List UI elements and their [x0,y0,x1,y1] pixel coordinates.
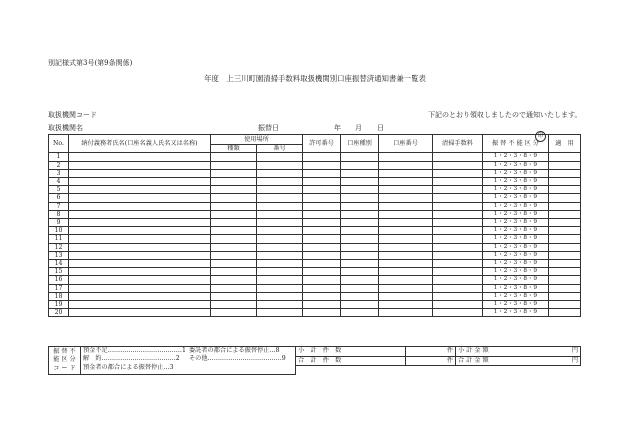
row-reason-codes[interactable]: 1・2・3・8・9 [483,251,549,259]
code-1: 預金不足………………………………1 [83,347,186,354]
row-account-number[interactable] [379,301,433,309]
row-no: 3 [49,169,69,177]
row-location-number[interactable] [257,210,303,218]
row-remarks[interactable] [549,227,581,235]
row-account-number[interactable] [379,153,433,161]
row-payer-name[interactable] [69,194,211,202]
row-account-type[interactable] [341,309,379,317]
row-payer-name[interactable] [69,227,211,235]
row-location-number[interactable] [257,309,303,317]
row-location-number[interactable] [257,227,303,235]
row-payer-name[interactable] [69,161,211,169]
row-permit-number[interactable] [303,268,341,276]
row-permit-number[interactable] [303,292,341,300]
day-label: 日 [377,124,384,132]
row-payer-name[interactable] [69,243,211,251]
row-permit-number[interactable] [303,243,341,251]
row-account-type[interactable] [341,186,379,194]
row-location-type[interactable] [211,301,257,309]
row-location-number[interactable] [257,235,303,243]
row-permit-number[interactable] [303,309,341,317]
row-payer-name[interactable] [69,186,211,194]
row-payer-name[interactable] [69,284,211,292]
code-label-2: 能 区 分 [53,356,76,364]
row-account-type[interactable] [341,251,379,259]
col-reason: 振 替 不 能 区 分 [483,135,549,153]
row-permit-number[interactable] [303,210,341,218]
row-payer-name[interactable] [69,210,211,218]
row-account-number[interactable] [379,161,433,169]
col-remarks: 適 用 [549,135,581,153]
row-fee[interactable] [433,243,483,251]
row-account-type[interactable] [341,227,379,235]
row-remarks[interactable] [549,219,581,227]
row-account-type[interactable] [341,292,379,300]
row-account-type[interactable] [341,169,379,177]
row-reason-codes[interactable]: 1・2・3・8・9 [483,161,549,169]
row-reason-codes[interactable]: 1・2・3・8・9 [483,202,549,210]
row-location-type[interactable] [211,227,257,235]
code-label-1: 振 替 不 [53,348,76,356]
row-no: 8 [49,210,69,218]
row-account-type[interactable] [341,194,379,202]
row-location-number[interactable] [257,284,303,292]
row-permit-number[interactable] [303,227,341,235]
code-2: 解 約………………………………2 [83,355,180,363]
row-permit-number[interactable] [303,235,341,243]
row-account-number[interactable] [379,235,433,243]
subtotal-count-unit: 件 [406,347,456,357]
row-payer-name[interactable] [69,301,211,309]
row-location-number[interactable] [257,243,303,251]
row-reason-codes[interactable]: 1・2・3・8・9 [483,292,549,300]
row-account-number[interactable] [379,260,433,268]
footer-table [48,346,581,375]
table-row [49,309,581,317]
row-no: 11 [49,235,69,243]
row-no: 18 [49,292,69,300]
row-location-number[interactable] [257,194,303,202]
row-location-type[interactable] [211,251,257,259]
row-fee[interactable] [433,153,483,161]
row-reason-codes[interactable]: 1・2・3・8・9 [483,178,549,186]
row-no: 5 [49,186,69,194]
row-account-type[interactable] [341,276,379,284]
row-fee[interactable] [433,301,483,309]
row-account-type[interactable] [341,284,379,292]
row-payer-name[interactable] [69,276,211,284]
row-account-type[interactable] [341,260,379,268]
row-location-type[interactable] [211,169,257,177]
row-no: 16 [49,276,69,284]
row-fee[interactable] [433,235,483,243]
col-location-number: 番号 [257,145,303,153]
row-no: 10 [49,227,69,235]
row-permit-number[interactable] [303,178,341,186]
row-fee[interactable] [433,251,483,259]
row-reason-codes[interactable]: 1・2・3・8・9 [483,153,549,161]
row-payer-name[interactable] [69,260,211,268]
code-8: 委託者の都合による振替停止…8 [189,347,280,354]
row-account-number[interactable] [379,169,433,177]
row-reason-codes[interactable]: 1・2・3・8・9 [483,169,549,177]
row-permit-number[interactable] [303,186,341,194]
row-payer-name[interactable] [69,235,211,243]
row-account-type[interactable] [341,235,379,243]
row-account-number[interactable] [379,202,433,210]
receipt-notice: 下記のとおり領収しましたので通知いたします。 [428,111,582,119]
row-remarks[interactable] [549,202,581,210]
row-account-number[interactable] [379,292,433,300]
row-fee[interactable] [433,186,483,194]
row-account-number[interactable] [379,243,433,251]
row-permit-number[interactable] [303,260,341,268]
row-location-type[interactable] [211,161,257,169]
row-reason-codes[interactable]: 1・2・3・8・9 [483,227,549,235]
row-remarks[interactable] [549,210,581,218]
row-reason-codes[interactable]: 1・2・3・8・9 [483,210,549,218]
table-row [49,243,581,251]
row-account-type[interactable] [341,243,379,251]
table-row [49,202,581,210]
row-location-type[interactable] [211,178,257,186]
row-account-type[interactable] [341,219,379,227]
row-no: 19 [49,301,69,309]
col-location-type: 種類 [211,145,257,153]
row-account-type[interactable] [341,202,379,210]
row-permit-number[interactable] [303,251,341,259]
col-account-number: 口座番号 [379,135,433,153]
row-location-type[interactable] [211,268,257,276]
table-row [49,161,581,169]
row-location-type[interactable] [211,153,257,161]
row-reason-codes[interactable]: 1・2・3・8・9 [483,284,549,292]
row-reason-codes[interactable]: 1・2・3・8・9 [483,186,549,194]
row-no: 15 [49,268,69,276]
month-label: 月 [355,124,362,132]
row-no: 2 [49,161,69,169]
page-title: 年度 上三川町園清掃手数料取扱機関別口座振替済通知書兼一覧表 [204,74,426,83]
row-no: 9 [49,219,69,227]
row-location-number[interactable] [257,161,303,169]
row-remarks[interactable] [549,153,581,161]
table-row [49,169,581,177]
row-location-number[interactable] [257,153,303,161]
row-permit-number[interactable] [303,202,341,210]
col-payer-name: 納付義務者氏名(口座名義人氏名又は名称) [69,135,211,153]
table-row [49,227,581,235]
row-location-type[interactable] [211,260,257,268]
row-remarks[interactable] [549,243,581,251]
subtotal-yen-unit: 円 [571,347,578,354]
row-location-type[interactable] [211,276,257,284]
table-row [49,210,581,218]
row-remarks[interactable] [549,301,581,309]
row-location-type[interactable] [211,219,257,227]
table-row [49,292,581,300]
row-permit-number[interactable] [303,169,341,177]
row-permit-number[interactable] [303,161,341,169]
row-fee[interactable] [433,210,483,218]
row-no: 1 [49,153,69,161]
row-payer-name[interactable] [69,268,211,276]
transfer-date-label: 振替日 [258,124,279,132]
row-remarks[interactable] [549,178,581,186]
total-amount-label: 合 計 金 額 [458,356,489,364]
row-location-number[interactable] [257,292,303,300]
code-label-3: コ ー ド [53,364,76,372]
row-no: 14 [49,260,69,268]
row-remarks[interactable] [549,169,581,177]
row-no: 12 [49,243,69,251]
row-reason-codes[interactable]: 1・2・3・8・9 [483,219,549,227]
year-label: 年 [334,124,341,132]
row-remarks[interactable] [549,161,581,169]
row-location-number[interactable] [257,186,303,194]
row-reason-codes[interactable]: 1・2・3・8・9 [483,194,549,202]
seal-mark: 印 [535,131,546,142]
row-account-number[interactable] [379,276,433,284]
institution-name-label: 取扱機関名 [48,124,83,132]
row-no: 20 [49,309,69,317]
row-no: 13 [49,251,69,259]
row-fee[interactable] [433,268,483,276]
row-permit-number[interactable] [303,284,341,292]
table-row [49,194,581,202]
row-account-number[interactable] [379,268,433,276]
row-permit-number[interactable] [303,276,341,284]
row-remarks[interactable] [549,292,581,300]
row-fee[interactable] [433,227,483,235]
total-count-unit: 件 [406,356,456,366]
row-permit-number[interactable] [303,301,341,309]
row-fee[interactable] [433,202,483,210]
row-reason-codes[interactable]: 1・2・3・8・9 [483,276,549,284]
table-row [49,260,581,268]
footer-blank [296,366,581,375]
row-no: 7 [49,202,69,210]
row-remarks[interactable] [549,309,581,317]
row-account-type[interactable] [341,210,379,218]
row-location-type[interactable] [211,292,257,300]
code-3: 預金者の都合による振替停止…3 [83,363,174,371]
row-fee[interactable] [433,284,483,292]
row-payer-name[interactable] [69,202,211,210]
row-account-type[interactable] [341,178,379,186]
row-location-type[interactable] [211,202,257,210]
row-account-number[interactable] [379,219,433,227]
row-account-number[interactable] [379,251,433,259]
total-amount-cell [456,356,581,366]
subtotal-count-label: 小 計 件 数 [296,347,406,357]
total-count-label: 合 計 件 数 [296,356,406,366]
row-reason-codes[interactable]: 1・2・3・8・9 [483,260,549,268]
code-list-cell [81,347,296,375]
table-row [49,284,581,292]
row-payer-name[interactable] [69,169,211,177]
row-location-type[interactable] [211,284,257,292]
row-account-type[interactable] [341,161,379,169]
row-location-number[interactable] [257,251,303,259]
table-row [49,301,581,309]
row-fee[interactable] [433,178,483,186]
table-row [49,268,581,276]
row-fee[interactable] [433,309,483,317]
table-row [49,219,581,227]
row-location-number[interactable] [257,202,303,210]
form-number: 別記様式第3号(第9条関係) [48,59,133,67]
col-fee: 清掃手数料 [433,135,483,153]
row-payer-name[interactable] [69,153,211,161]
table-row [49,276,581,284]
row-location-number[interactable] [257,276,303,284]
row-reason-codes[interactable]: 1・2・3・8・9 [483,243,549,251]
row-account-number[interactable] [379,178,433,186]
row-remarks[interactable] [549,276,581,284]
row-remarks[interactable] [549,251,581,259]
row-remarks[interactable] [549,186,581,194]
row-permit-number[interactable] [303,194,341,202]
subtotal-amount-cell [456,347,581,357]
row-remarks[interactable] [549,284,581,292]
total-yen-unit: 円 [571,356,578,364]
row-account-number[interactable] [379,186,433,194]
row-payer-name[interactable] [69,251,211,259]
row-account-type[interactable] [341,268,379,276]
row-account-number[interactable] [379,194,433,202]
row-location-number[interactable] [257,219,303,227]
row-location-type[interactable] [211,194,257,202]
row-permit-number[interactable] [303,153,341,161]
row-location-type[interactable] [211,309,257,317]
row-fee[interactable] [433,260,483,268]
transfer-table [48,134,581,317]
row-account-number[interactable] [379,227,433,235]
row-fee[interactable] [433,276,483,284]
row-location-type[interactable] [211,235,257,243]
row-reason-codes[interactable]: 1・2・3・8・9 [483,235,549,243]
row-payer-name[interactable] [69,309,211,317]
row-fee[interactable] [433,169,483,177]
row-location-type[interactable] [211,243,257,251]
row-account-type[interactable] [341,153,379,161]
table-row [49,153,581,161]
row-location-number[interactable] [257,169,303,177]
row-location-number[interactable] [257,268,303,276]
row-location-type[interactable] [211,186,257,194]
row-account-number[interactable] [379,210,433,218]
code-label-cell [49,347,81,375]
col-account-type: 口座種別 [341,135,379,153]
institution-code-label: 取扱機関コード [48,111,97,119]
table-row [49,178,581,186]
row-account-number[interactable] [379,309,433,317]
row-remarks[interactable] [549,194,581,202]
row-fee[interactable] [433,292,483,300]
subtotal-amount-label: 小 計 金 額 [458,347,489,354]
row-no: 17 [49,284,69,292]
row-reason-codes[interactable]: 1・2・3・8・9 [483,301,549,309]
row-location-number[interactable] [257,260,303,268]
col-no: No. [49,135,69,153]
row-fee[interactable] [433,161,483,169]
table-row [49,251,581,259]
row-no: 6 [49,194,69,202]
row-permit-number[interactable] [303,219,341,227]
row-location-type[interactable] [211,210,257,218]
row-remarks[interactable] [549,268,581,276]
table-row [49,235,581,243]
col-location: 使用場所 [211,135,303,145]
row-reason-codes[interactable]: 1・2・3・8・9 [483,268,549,276]
row-fee[interactable] [433,194,483,202]
row-fee[interactable] [433,219,483,227]
row-no: 4 [49,178,69,186]
code-9: その他………………………………9 [189,355,286,363]
row-remarks[interactable] [549,260,581,268]
table-row [49,186,581,194]
row-account-number[interactable] [379,284,433,292]
row-payer-name[interactable] [69,219,211,227]
row-remarks[interactable] [549,235,581,243]
row-location-number[interactable] [257,301,303,309]
row-payer-name[interactable] [69,292,211,300]
row-account-type[interactable] [341,301,379,309]
row-reason-codes[interactable]: 1・2・3・8・9 [483,309,549,317]
row-payer-name[interactable] [69,178,211,186]
col-permit-number: 許可番号 [303,135,341,153]
row-location-number[interactable] [257,178,303,186]
